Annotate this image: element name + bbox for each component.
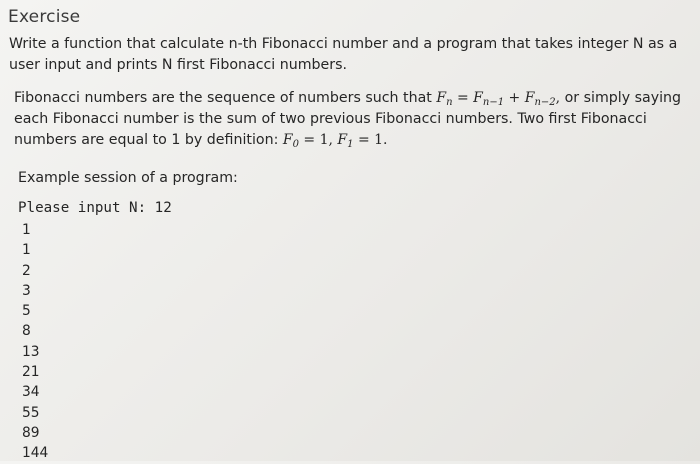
definition-formula: $F_0 = 1$, $F_1 = 1$. xyxy=(282,132,388,150)
session-outputs xyxy=(22,220,48,464)
output-line: 34 xyxy=(22,384,40,401)
output-line: 3 xyxy=(22,282,31,299)
output-line: 89 xyxy=(22,424,40,441)
session-label: Example session of a program: xyxy=(18,170,238,186)
output-line: 1 xyxy=(22,222,31,238)
task-line-1: Write a function that calculate n-th Fibonacci number and a program that takes integer N as a xyxy=(9,36,678,52)
output-line: 21 xyxy=(22,364,40,381)
task-statement xyxy=(9,34,679,76)
session-prompt: Please input N: 12 xyxy=(18,200,172,216)
task-line-2: user input and prints N first Fibonacci numbers. xyxy=(9,57,348,73)
description-line-1-tail: or simply saying xyxy=(560,90,682,106)
output-line: 2 xyxy=(22,262,31,279)
output-line: 13 xyxy=(22,343,40,360)
output-line: 8 xyxy=(22,323,31,340)
description-line-2: each Fibonacci number is the sum of two previous Fibonacci numbers. Two first Fibonacci xyxy=(14,111,647,127)
exercise-heading: Exercise xyxy=(8,7,81,27)
output-line: 5 xyxy=(22,303,31,320)
description-line-3 xyxy=(14,130,684,151)
fibonacci-description xyxy=(14,88,684,151)
output-line: 1 xyxy=(22,242,31,259)
recurrence-formula: $F_n = F_{n-1} + F_{n-2}$, xyxy=(436,90,561,108)
output-line: 55 xyxy=(22,404,40,421)
description-line-1-text: Fibonacci numbers are the sequence of numbers such that xyxy=(14,90,437,106)
output-line: 144 xyxy=(22,445,49,462)
description-line-3-text: numbers are equal to 1 by definition: xyxy=(14,132,283,148)
description-line-1 xyxy=(14,88,684,109)
